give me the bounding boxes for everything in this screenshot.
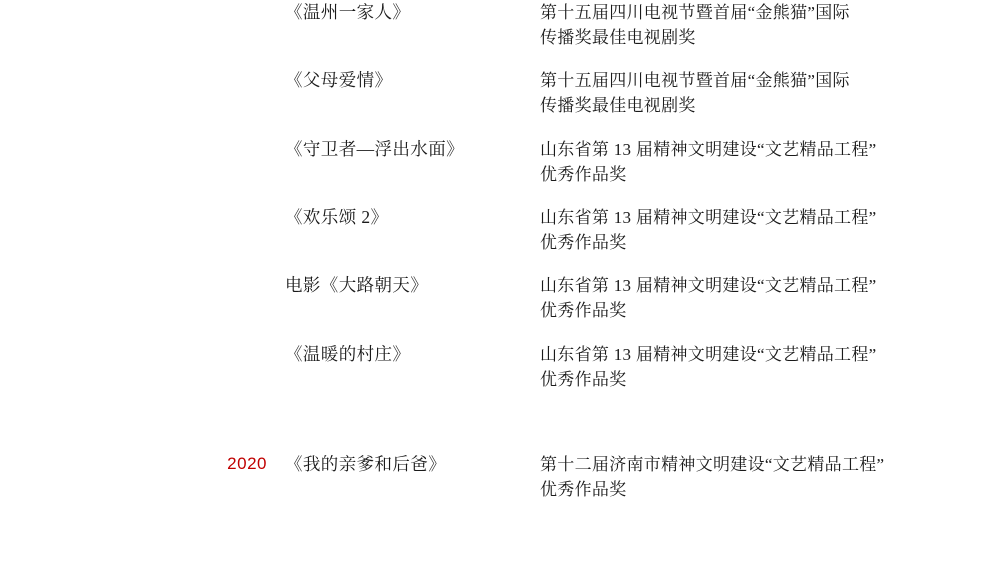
award-line-1: 山东省第 13 届精神文明建设“文艺精品工程” <box>540 207 877 227</box>
work-title-cell: 《温州一家人》 <box>285 2 411 22</box>
work-title-cell: 电影《大路朝天》 <box>285 275 429 296</box>
award-line-1: 山东省第 13 届精神文明建设“文艺精品工程” <box>540 276 877 296</box>
table-row <box>0 342 1008 452</box>
award-cell <box>540 137 1008 205</box>
table-row <box>0 68 1008 136</box>
table-row <box>0 137 1008 205</box>
award-line-2: 优秀作品奖 <box>540 164 627 184</box>
award-cell <box>540 273 1008 341</box>
award-line-2: 传播奖最佳电视剧奖 <box>540 28 696 48</box>
award-line-1: 第十二届济南市精神文明建设“文艺精品工程” <box>540 454 885 474</box>
work-title-cell: 《欢乐颂 2》 <box>285 206 389 227</box>
table-row <box>0 205 1008 273</box>
award-line-1: 第十五届四川电视节暨首届“金熊猫”国际 <box>540 71 850 91</box>
award-line-2: 优秀作品奖 <box>540 233 627 253</box>
award-line-2: 优秀作品奖 <box>540 369 627 389</box>
award-cell <box>540 0 1008 68</box>
year-cell: 2020 <box>227 453 267 473</box>
award-line-2: 传播奖最佳电视剧奖 <box>540 96 696 116</box>
work-title-cell: 《父母爱情》 <box>285 70 393 91</box>
award-line-1: 山东省第 13 届精神文明建设“文艺精品工程” <box>540 344 877 364</box>
year-cell <box>0 68 285 136</box>
award-line-1: 山东省第 13 届精神文明建设“文艺精品工程” <box>540 139 877 159</box>
year-cell <box>0 0 285 68</box>
work-title-cell: 《温暖的村庄》 <box>285 343 411 364</box>
year-cell <box>0 342 285 452</box>
year-cell <box>0 137 285 205</box>
work-title-cell: 《守卫者—浮出水面》 <box>285 138 464 159</box>
award-line-2: 优秀作品奖 <box>540 301 627 321</box>
award-cell <box>540 68 1008 136</box>
table-row <box>0 452 1008 520</box>
award-line-2: 优秀作品奖 <box>540 480 627 500</box>
table-row <box>0 273 1008 341</box>
year-cell <box>0 273 285 341</box>
award-cell <box>540 452 1008 520</box>
award-cell <box>540 205 1008 273</box>
award-line-1: 第十五届四川电视节暨首届“金熊猫”国际 <box>540 3 850 22</box>
work-title-cell: 《我的亲爹和后爸》 <box>285 453 447 474</box>
table-row <box>0 0 1008 68</box>
award-cell <box>540 342 1008 452</box>
year-cell <box>0 205 285 273</box>
